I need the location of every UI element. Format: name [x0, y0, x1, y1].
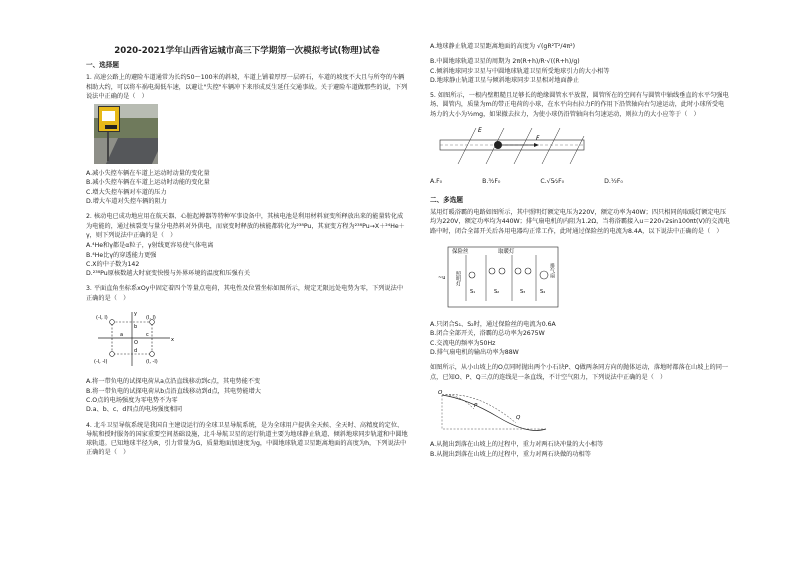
question-6-option: C.交流电的频率为50Hz	[430, 339, 496, 347]
label-x-axis: x	[171, 337, 174, 344]
question-5-option: C.√5⁄₂F₀	[540, 178, 565, 186]
label-a: a	[120, 332, 124, 339]
question-4-option: D.地球静止轨道卫星与倾斜地球同步卫星相对地面静止	[430, 76, 580, 84]
question-6-option: A.只闭合S₁、S₂时，通过保险丝的电流为0.6A	[430, 321, 556, 329]
label-q: Q	[516, 414, 521, 421]
question-5-option: B.³⁄₂F₀	[482, 178, 501, 186]
question-1-option: C.增大失控车辆对车道的压力	[86, 188, 167, 196]
question-6-option: D.排气扇电机的输出功率为88W	[430, 349, 519, 357]
question-6-option: B.闭合全部开关，浴霸的总功率为2675W	[430, 330, 545, 338]
left-column	[86, 58, 408, 459]
exam-title: 2020-2021学年山西省运城市高三下学期第一次模拟考试(物理)试卷	[114, 46, 380, 56]
label-origin: O	[134, 340, 138, 347]
label-bottom-left: (-l, -l)	[94, 359, 108, 366]
right-column	[430, 42, 730, 459]
question-2-option: A.⁴He和γ都是α粒子，γ射线更容易使气体电离	[86, 242, 214, 250]
question-3-option: C.O点的电场强度为零电势不为零	[86, 396, 178, 404]
label-fuse: 保险丝	[452, 248, 469, 255]
question-3-text: 3. 平面直角坐标系xOy中固定着四个等量点电荷，其电性及位置坐标如图所示，规定无限远处电势为零，下列说法中正确的是（ ）	[86, 285, 404, 302]
charge-coordinate-figure	[94, 308, 174, 368]
section-heading-choice: 一、选择题	[86, 61, 119, 69]
label-d: d	[134, 348, 138, 355]
label-s4: S₄	[540, 288, 546, 295]
label-top-left: (-l, l)	[96, 315, 108, 322]
label-s2: S₂	[494, 288, 500, 295]
section-heading-multi: 二、多选题	[430, 195, 463, 204]
label-b: b	[134, 324, 138, 331]
question-2-option: B.⁴He比γ的穿透能力更强	[86, 251, 157, 259]
question-5-option: D.½F₀	[604, 178, 623, 186]
label-s1: S₁	[470, 288, 476, 295]
question-5-options	[430, 177, 730, 186]
label-force-f: F	[536, 135, 540, 143]
question-4-text: 4. 北斗卫星导航系统是我国自主建设运行的全球卫星导航系统，是为全球用户提供全天候、全天时、高精度的定位、导航和授时服务的国家重要空间基础设施，北斗导航卫星的运行轨道主要为地球静止轨道、倾斜地球同步轨道和中圆地球轨道。已知地球半径为R，引力常量为G，质量地面加速度为g，中圆地球轨道卫星距离地面的高度为h，下列说法中正确的是（ ）	[86, 421, 408, 457]
question-7-text: 如图所示，从小山坡上的O点同时抛出两个小石块P、Q做两条同方向的抛体运动，落地时都落在山坡上的同一点，已知O、P、Q三点的连线是一条直线，不计空气阻力，下列说法中正确的是（ ）	[430, 364, 729, 381]
question-3-option: A.将一带负电的试探电荷从a点沿直线移动到c点，其电势能不变	[86, 378, 261, 386]
question-4-option: C.倾斜地球同步卫星与中圆地球轨道卫星所受地球引力的大小相等	[430, 67, 610, 75]
question-1-option: B.减小失控车辆在车道上运动时动能的变化量	[86, 179, 210, 187]
label-fan: 排气扇	[549, 262, 555, 278]
label-c: c	[146, 332, 149, 339]
label-light: 照明灯	[455, 270, 461, 286]
question-2-option: C.X的中子数为142	[86, 260, 140, 268]
question-1-option: A.减小失控车辆在车道上运动时动量的变化量	[86, 170, 210, 178]
hillside-projectile-figure	[438, 387, 548, 431]
question-7-option: A.从抛出到落在山坡上的过程中，重力对两石块冲量的大小相等	[430, 441, 604, 449]
pipe-field-figure	[438, 124, 588, 168]
label-source: ~u	[438, 274, 446, 281]
label-top-right: (l, l)	[146, 315, 156, 322]
label-o: O	[438, 389, 443, 396]
question-5-text: 5. 如图所示，一根内壁粗糙且足够长的绝缘圆管水平放置，圆管所在的空间有与圆管中轴线垂直的水平匀强电场、圆管内，质量为m的带正电荷的小球，在水平向右拉力F的作用下沿管轴向右匀速运动，此时小球所受电场力的大小为½mg，如果撤去拉力，为使小球仍沿管轴向右匀速运动，则拉力的大小应等于（ ）	[430, 92, 729, 118]
question-5-option: A.F₀	[430, 178, 443, 186]
escape-lane-photo	[94, 104, 158, 164]
question-2-text: 2. 核动电已成功地应用在航天器、心脏起搏器等特种军事设备中，其核电池是利用材料衰变所释放出来的能量转化成为电能的，通过核裂变与量分电热料对外供电，而衰变时释放的核能都转化为²³⁸Pu，其衰变方程为²³⁸Pu→X＋²⁴He＋γ，则下列说法中正确的是（ ）	[86, 213, 405, 239]
bath-heater-circuit	[438, 241, 568, 311]
question-4-option: A.地球静止轨道卫星距离地面的高度为 √(gR²T²/4π²)	[430, 43, 576, 50]
question-1-text: 1. 高速公路上的避险车道通常为长约50～100米的斜坡，车道上铺着厚厚一层碎石，车道的坡度不大且与所夸的车辆相助大约，可以将车祸电渴低车速，以避让"失控"车辆冲下来形成反生延任交通事故。关于避险车道做那些的说，下列说法中正确的是（ ）	[86, 74, 408, 100]
label-y-axis: y	[134, 311, 137, 318]
question-3-option: D.a、b、c、d四点的电场强度相同	[86, 406, 183, 414]
label-p: P	[474, 402, 478, 409]
label-s3: S₃	[520, 288, 526, 295]
label-warm-lamp: 取暖灯	[498, 248, 515, 255]
question-3-option: B.将一带负电的试探电荷从b点沿直线移动到d点，其电势能增大	[86, 387, 261, 395]
question-7-option: B.从抛出到落在山坡上的过程中，重力对两石块做的功相等	[430, 450, 591, 458]
label-bottom-right: (l, -l)	[146, 359, 158, 366]
question-1-option: D.增大车道对失控车辆的阻力	[86, 198, 167, 206]
question-2-option: D.²³⁸Pu原核数越大时衰变快慢与外界环境的温度和压强有关	[86, 270, 251, 278]
question-4-option: B.中圆地球轨道卫星的周期为 2π(R+h)/R·√((R+h)/g)	[430, 58, 580, 66]
label-field-e: E	[478, 127, 482, 135]
question-6-text: 某用灯暖浴霸的电路如图所示，其中照明灯额定电压为220V，额定功率为40W；四只相同的取暖灯额定电压均为220V，额定功率均为440W；排气扇电机的内阻为1.2Ω，当将浴霸接入u＝220√2sin100πt(V)的交流电路中时，闭合全部开关后各用电器均正常工作，此时通过保险丝的电流为8.4A，以下说法中正确的是（ ）	[430, 208, 730, 235]
